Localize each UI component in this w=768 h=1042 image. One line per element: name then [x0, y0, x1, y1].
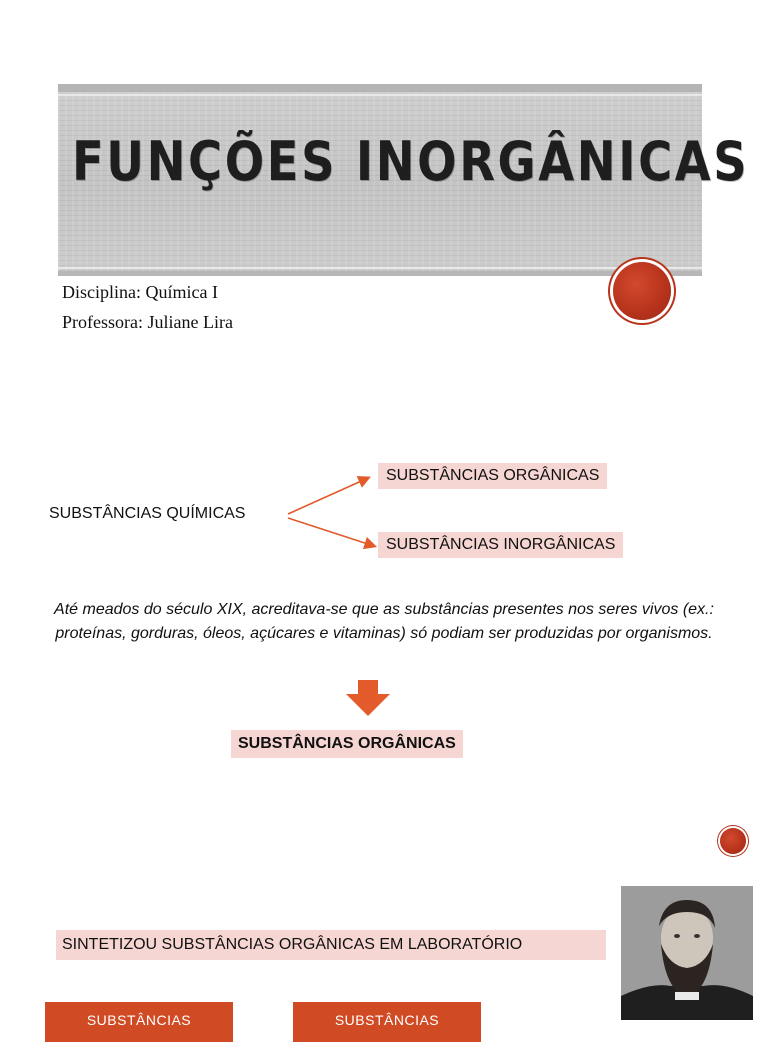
arrow-to-inorganic	[288, 518, 374, 546]
down-arrow-icon	[345, 680, 391, 718]
title-banner	[58, 84, 750, 276]
banner-stripe	[58, 267, 702, 269]
inorganic-node: SUBSTÂNCIAS INORGÂNICAS	[378, 532, 623, 558]
substances-button-left[interactable]: SUBSTÂNCIAS	[45, 1002, 233, 1042]
organic-node: SUBSTÂNCIAS ORGÂNICAS	[378, 463, 607, 489]
lab-synthesis-label: SINTETIZOU SUBSTÂNCIAS ORGÂNICAS EM LABORATÓRIO	[56, 930, 606, 960]
professor-label: Professora: Juliane Lira	[62, 312, 233, 332]
portrait-image	[621, 886, 753, 1020]
branch-arrows	[280, 470, 380, 560]
root-node: SUBSTÂNCIAS QUÍMICAS	[49, 505, 246, 522]
banner-stripe	[58, 84, 702, 92]
banner-stripe	[58, 271, 702, 276]
portrait-photo	[621, 886, 753, 1020]
banner-stripe	[58, 94, 702, 96]
history-paragraph: Até meados do século XIX, acreditava-se que as substâncias presentes nos seres vivos (ex.: proteínas, gorduras, óleos, açúcares e vitaminas) só podiam ser produzidas por organismos.	[54, 601, 714, 642]
decorative-circle-icon	[613, 262, 671, 320]
slide-title: FUNÇÕES INORGÂNICAS	[72, 130, 750, 193]
discipline-label: Disciplina: Química I	[62, 282, 218, 302]
arrow-to-organic	[288, 478, 368, 514]
result-node: SUBSTÂNCIAS ORGÂNICAS	[231, 730, 463, 758]
decorative-circle-icon	[720, 828, 746, 854]
substances-button-right[interactable]: SUBSTÂNCIAS	[293, 1002, 481, 1042]
